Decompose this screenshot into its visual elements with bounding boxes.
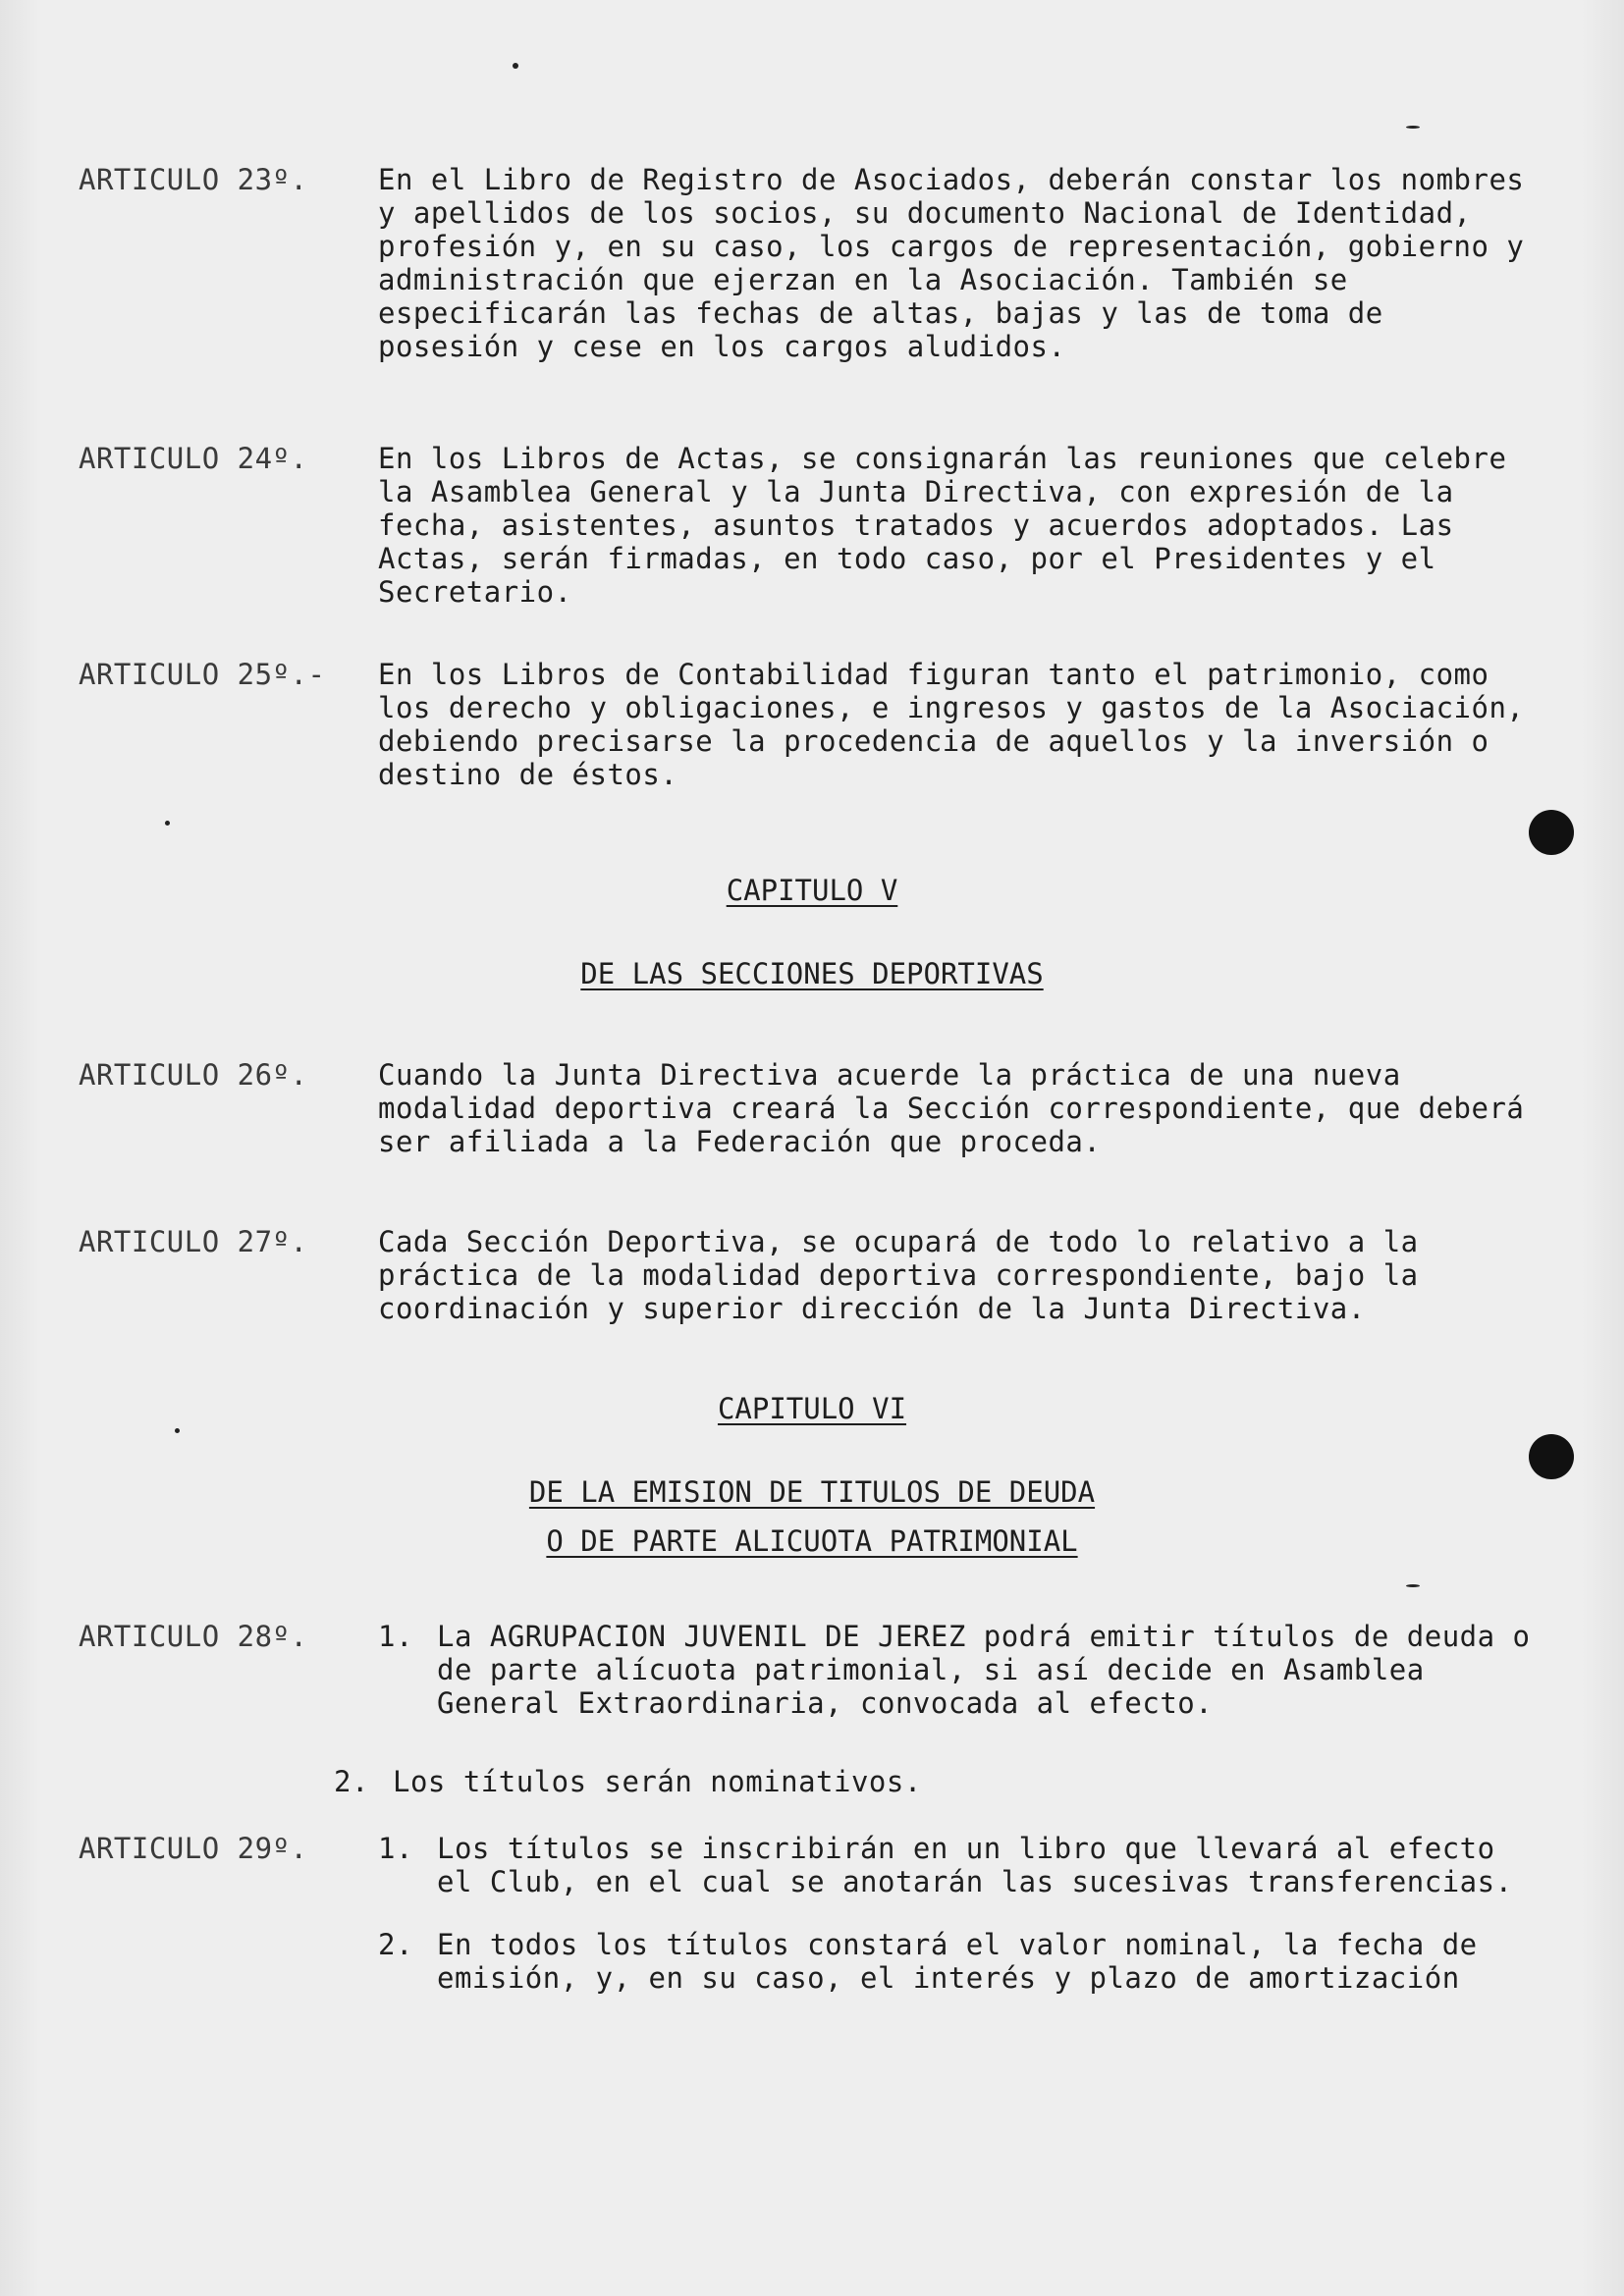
ink-speck xyxy=(1406,1584,1420,1587)
list-item xyxy=(334,1765,1542,1798)
article-text: En el Libro de Registro de Asociados, deberán constar los nombres y apellidos de los socios, su documento Nacional de Identidad, profesión y, en su caso, los cargos de representación, gobierno y administración que ejerzan en la Asociación. También se especificarán las fechas de altas, bajas y las de toma de posesión y cese en los cargos aludidos. xyxy=(378,163,1525,363)
article-label: ARTICULO 28º. xyxy=(79,1620,308,1653)
article-26 xyxy=(79,1058,1561,1158)
article-text: En los Libros de Actas, se consignarán las reuniones que celebre la Asamblea General y la Junta Directiva, con expresión de la fecha, asistentes, asuntos tratados y acuerdos adoptados. Las Actas, serán firmadas, en todo caso, por el Presidentes y el Secretario. xyxy=(378,442,1507,609)
list-item xyxy=(378,1928,1542,1995)
ink-speck xyxy=(1406,126,1420,129)
chapter-6-title: CAPITULO VI xyxy=(717,1392,907,1425)
ink-speck xyxy=(165,821,170,826)
article-label: ARTICULO 29º. xyxy=(79,1832,308,1865)
item-number: 2. xyxy=(378,1928,413,1961)
article-23 xyxy=(79,163,1561,363)
article-label: ARTICULO 27º. xyxy=(79,1225,308,1258)
item-number: 2. xyxy=(334,1765,369,1798)
punch-hole xyxy=(1529,810,1574,855)
punch-hole xyxy=(1529,1434,1574,1479)
article-27 xyxy=(79,1225,1561,1325)
article-24 xyxy=(79,442,1561,609)
article-label: ARTICULO 23º. xyxy=(79,163,308,196)
chapter-6-subtitle: DE LA EMISION DE TITULOS DE DEUDA xyxy=(528,1475,1096,1509)
item-number: 1. xyxy=(378,1620,413,1653)
chapter-6-subtitle-2: O DE PARTE ALICUOTA PATRIMONIAL xyxy=(546,1524,1078,1558)
article-25 xyxy=(79,658,1561,791)
item-text: En todos los títulos constará el valor nominal, la fecha de emisión, y, en su caso, el interés y plazo de amortización xyxy=(437,1928,1478,1995)
article-text: En los Libros de Contabilidad figuran tanto el patrimonio, como los derecho y obligaciones, e ingresos y gastos de la Asociación, debiendo precisarse la procedencia de aquellos y la inversión o destino de éstos. xyxy=(378,658,1525,791)
article-28 xyxy=(79,1620,1561,1798)
ink-speck xyxy=(175,1428,180,1433)
list-item xyxy=(378,1832,1542,1898)
chapter-5-title: CAPITULO V xyxy=(726,874,898,907)
item-text: Los títulos serán nominativos. xyxy=(393,1765,922,1798)
item-number: 1. xyxy=(378,1832,413,1865)
article-label: ARTICULO 26º. xyxy=(79,1058,308,1092)
article-label: ARTICULO 24º. xyxy=(79,442,308,475)
article-text: Cada Sección Deportiva, se ocupará de todo lo relativo a la práctica de la modalidad deportiva correspondiente, bajo la coordinación y superior dirección de la Junta Directiva. xyxy=(378,1225,1419,1325)
article-text: Cuando la Junta Directiva acuerde la práctica de una nueva modalidad deportiva creará la Sección correspondiente, que deberá ser afiliada a la Federación que proceda. xyxy=(378,1058,1525,1158)
item-text: Los títulos se inscribirán en un libro que llevará al efecto el Club, en el cual se anotarán las sucesivas transferencias. xyxy=(437,1832,1513,1898)
list-item xyxy=(378,1620,1542,1720)
article-label: ARTICULO 25º.- xyxy=(79,658,326,691)
ink-speck xyxy=(513,63,518,69)
chapter-5-subtitle: DE LAS SECCIONES DEPORTIVAS xyxy=(580,957,1044,990)
article-29 xyxy=(79,1832,1561,1995)
item-text: La AGRUPACION JUVENIL DE JEREZ podrá emitir títulos de deuda o de parte alícuota patrimonial, si así decide en Asamblea General Extraordinaria, convocada al efecto. xyxy=(437,1620,1531,1720)
